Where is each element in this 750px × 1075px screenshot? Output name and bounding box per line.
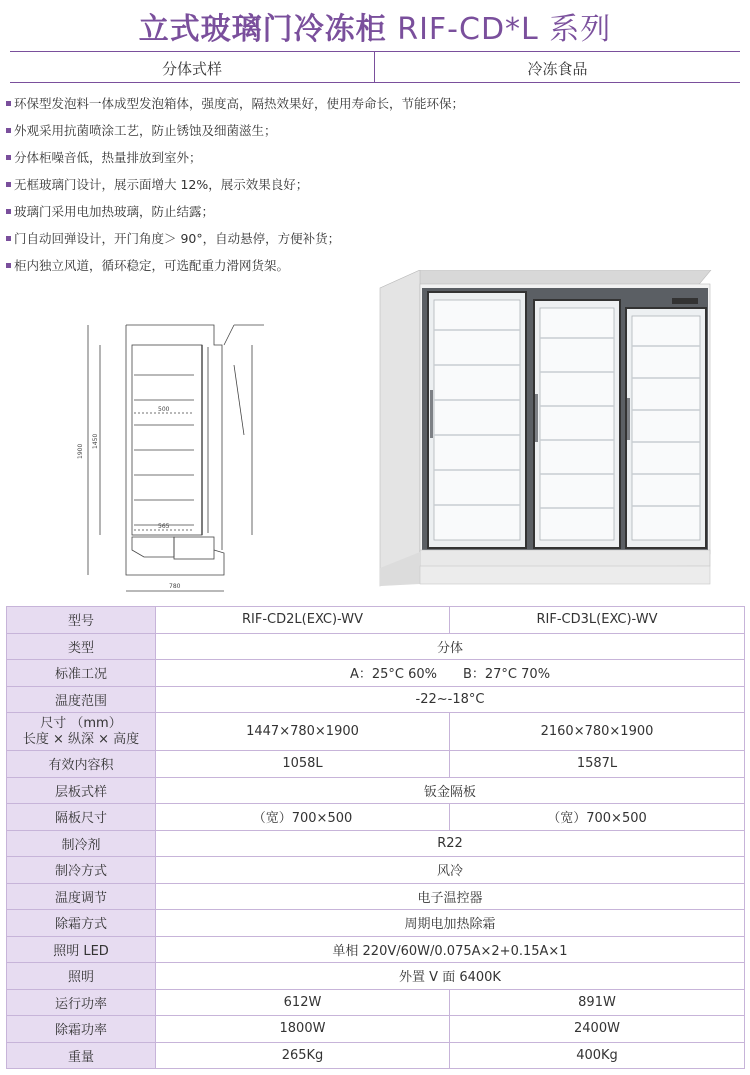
table-row xyxy=(7,910,745,937)
table-row xyxy=(7,1016,745,1043)
feature-item: 门自动回弹设计，开门角度＞ 90°，自动悬停，方便补货； xyxy=(6,225,606,252)
row-label: 类型 xyxy=(7,633,156,660)
table-row xyxy=(7,713,745,751)
dim-height-label: 1900 xyxy=(77,443,84,459)
cell-type: 分体 xyxy=(156,633,745,660)
bullet-square-icon xyxy=(6,263,11,268)
cell-run-power-b: 891W xyxy=(450,989,745,1016)
row-label: 型号 xyxy=(7,607,156,634)
bullet-square-icon xyxy=(6,236,11,241)
subhead-type-right: 冷冻食品 xyxy=(527,60,588,78)
cell-led: 单相 220V/60W/0.075A×2+0.15A×1 xyxy=(156,936,745,963)
subhead-type-left: 分体式样 xyxy=(161,60,222,78)
title-rule-bottom xyxy=(10,82,740,83)
row-label xyxy=(7,713,156,751)
row-label: 层板式样 xyxy=(7,777,156,804)
table-row xyxy=(7,830,745,857)
table-row xyxy=(7,686,745,713)
table-row xyxy=(7,751,745,778)
cell-weight-a: 265Kg xyxy=(156,1042,450,1069)
cell-shelf-size-a: （宽）700×500 xyxy=(156,804,450,831)
row-label: 除霜功率 xyxy=(7,1016,156,1043)
cell-cooling: 风冷 xyxy=(156,857,745,884)
cell-temp-control: 电子温控器 xyxy=(156,883,745,910)
table-row xyxy=(7,777,745,804)
feature-item: 无框玻璃门设计，展示面增大 12%，展示效果良好； xyxy=(6,171,606,198)
bullet-square-icon xyxy=(6,155,11,160)
dim-inner-label: 1450 xyxy=(92,433,99,449)
table-row xyxy=(7,804,745,831)
cell-refrigerant: R22 xyxy=(156,830,745,857)
cell-temp-range: -22~-18°C xyxy=(156,686,745,713)
row-label: 制冷剂 xyxy=(7,830,156,857)
row-label: 有效内容积 xyxy=(7,751,156,778)
cell-condition: A：25°C 60% B：27°C 70% xyxy=(156,660,745,687)
bullet-square-icon xyxy=(6,101,11,106)
feature-item: 外观采用抗菌喷涂工艺，防止锈蚀及细菌滋生； xyxy=(6,117,606,144)
table-row xyxy=(7,883,745,910)
table-row xyxy=(7,607,745,634)
dim-bottom-label: 565 xyxy=(158,523,170,530)
table-row xyxy=(7,660,745,687)
row-label: 照明 xyxy=(7,963,156,990)
size-label-line1: 尺寸 （mm） xyxy=(40,715,122,731)
cell-model-b: RIF-CD3L(EXC)-WV xyxy=(450,607,745,634)
row-label: 隔板尺寸 xyxy=(7,804,156,831)
table-row xyxy=(7,857,745,884)
row-label: 标准工况 xyxy=(7,660,156,687)
cell-shelf-size-b: （宽）700×500 xyxy=(450,804,745,831)
page-title xyxy=(0,4,750,48)
table-row xyxy=(7,936,745,963)
table-row xyxy=(7,989,745,1016)
cell-defrost: 周期电加热除霜 xyxy=(156,910,745,937)
cell-defrost-power-a: 1800W xyxy=(156,1016,450,1043)
feature-item: 柜内独立风道，循环稳定，可选配重力滑网货架。 xyxy=(6,252,606,279)
table-row xyxy=(7,1042,745,1069)
feature-item: 环保型发泡料一体成型发泡箱体，强度高，隔热效果好，使用寿命长，节能环保； xyxy=(6,90,606,117)
table-row xyxy=(7,963,745,990)
cell-lighting: 外置 V 面 6400K xyxy=(156,963,745,990)
row-label: 除霜方式 xyxy=(7,910,156,937)
bullet-square-icon xyxy=(6,209,11,214)
cell-shelf-style: 钣金隔板 xyxy=(156,777,745,804)
spec-table xyxy=(6,606,745,1069)
title-series: RIF-CD*L 系列 xyxy=(397,12,612,47)
feature-list xyxy=(6,90,606,279)
title-rule-top xyxy=(10,51,740,52)
bullet-square-icon xyxy=(6,182,11,187)
cell-model-a: RIF-CD2L(EXC)-WV xyxy=(156,607,450,634)
dim-depth-label: 780 xyxy=(169,583,181,590)
cell-run-power-a: 612W xyxy=(156,989,450,1016)
feature-item: 玻璃门采用电加热玻璃，防止结露； xyxy=(6,198,606,225)
cell-volume-b: 1587L xyxy=(450,751,745,778)
bullet-square-icon xyxy=(6,128,11,133)
row-label: 制冷方式 xyxy=(7,857,156,884)
cell-defrost-power-b: 2400W xyxy=(450,1016,745,1043)
size-label-line2: 长度 × 纵深 × 高度 xyxy=(22,731,140,747)
row-label: 运行功率 xyxy=(7,989,156,1016)
cell-volume-a: 1058L xyxy=(156,751,450,778)
row-label: 照明 LED xyxy=(7,936,156,963)
product-photo xyxy=(376,270,716,595)
row-label: 温度调节 xyxy=(7,883,156,910)
cell-weight-b: 400Kg xyxy=(450,1042,745,1069)
cell-size-a: 1447×780×1900 xyxy=(156,713,450,751)
row-label: 温度范围 xyxy=(7,686,156,713)
side-section-drawing xyxy=(74,305,284,597)
feature-item: 分体柜噪音低，热量排放到室外； xyxy=(6,144,606,171)
cell-size-b: 2160×780×1900 xyxy=(450,713,745,751)
table-row xyxy=(7,633,745,660)
title-cn: 立式玻璃门冷冻柜 xyxy=(138,12,387,47)
row-label: 重量 xyxy=(7,1042,156,1069)
dim-shelf-label: 500 xyxy=(158,406,170,413)
